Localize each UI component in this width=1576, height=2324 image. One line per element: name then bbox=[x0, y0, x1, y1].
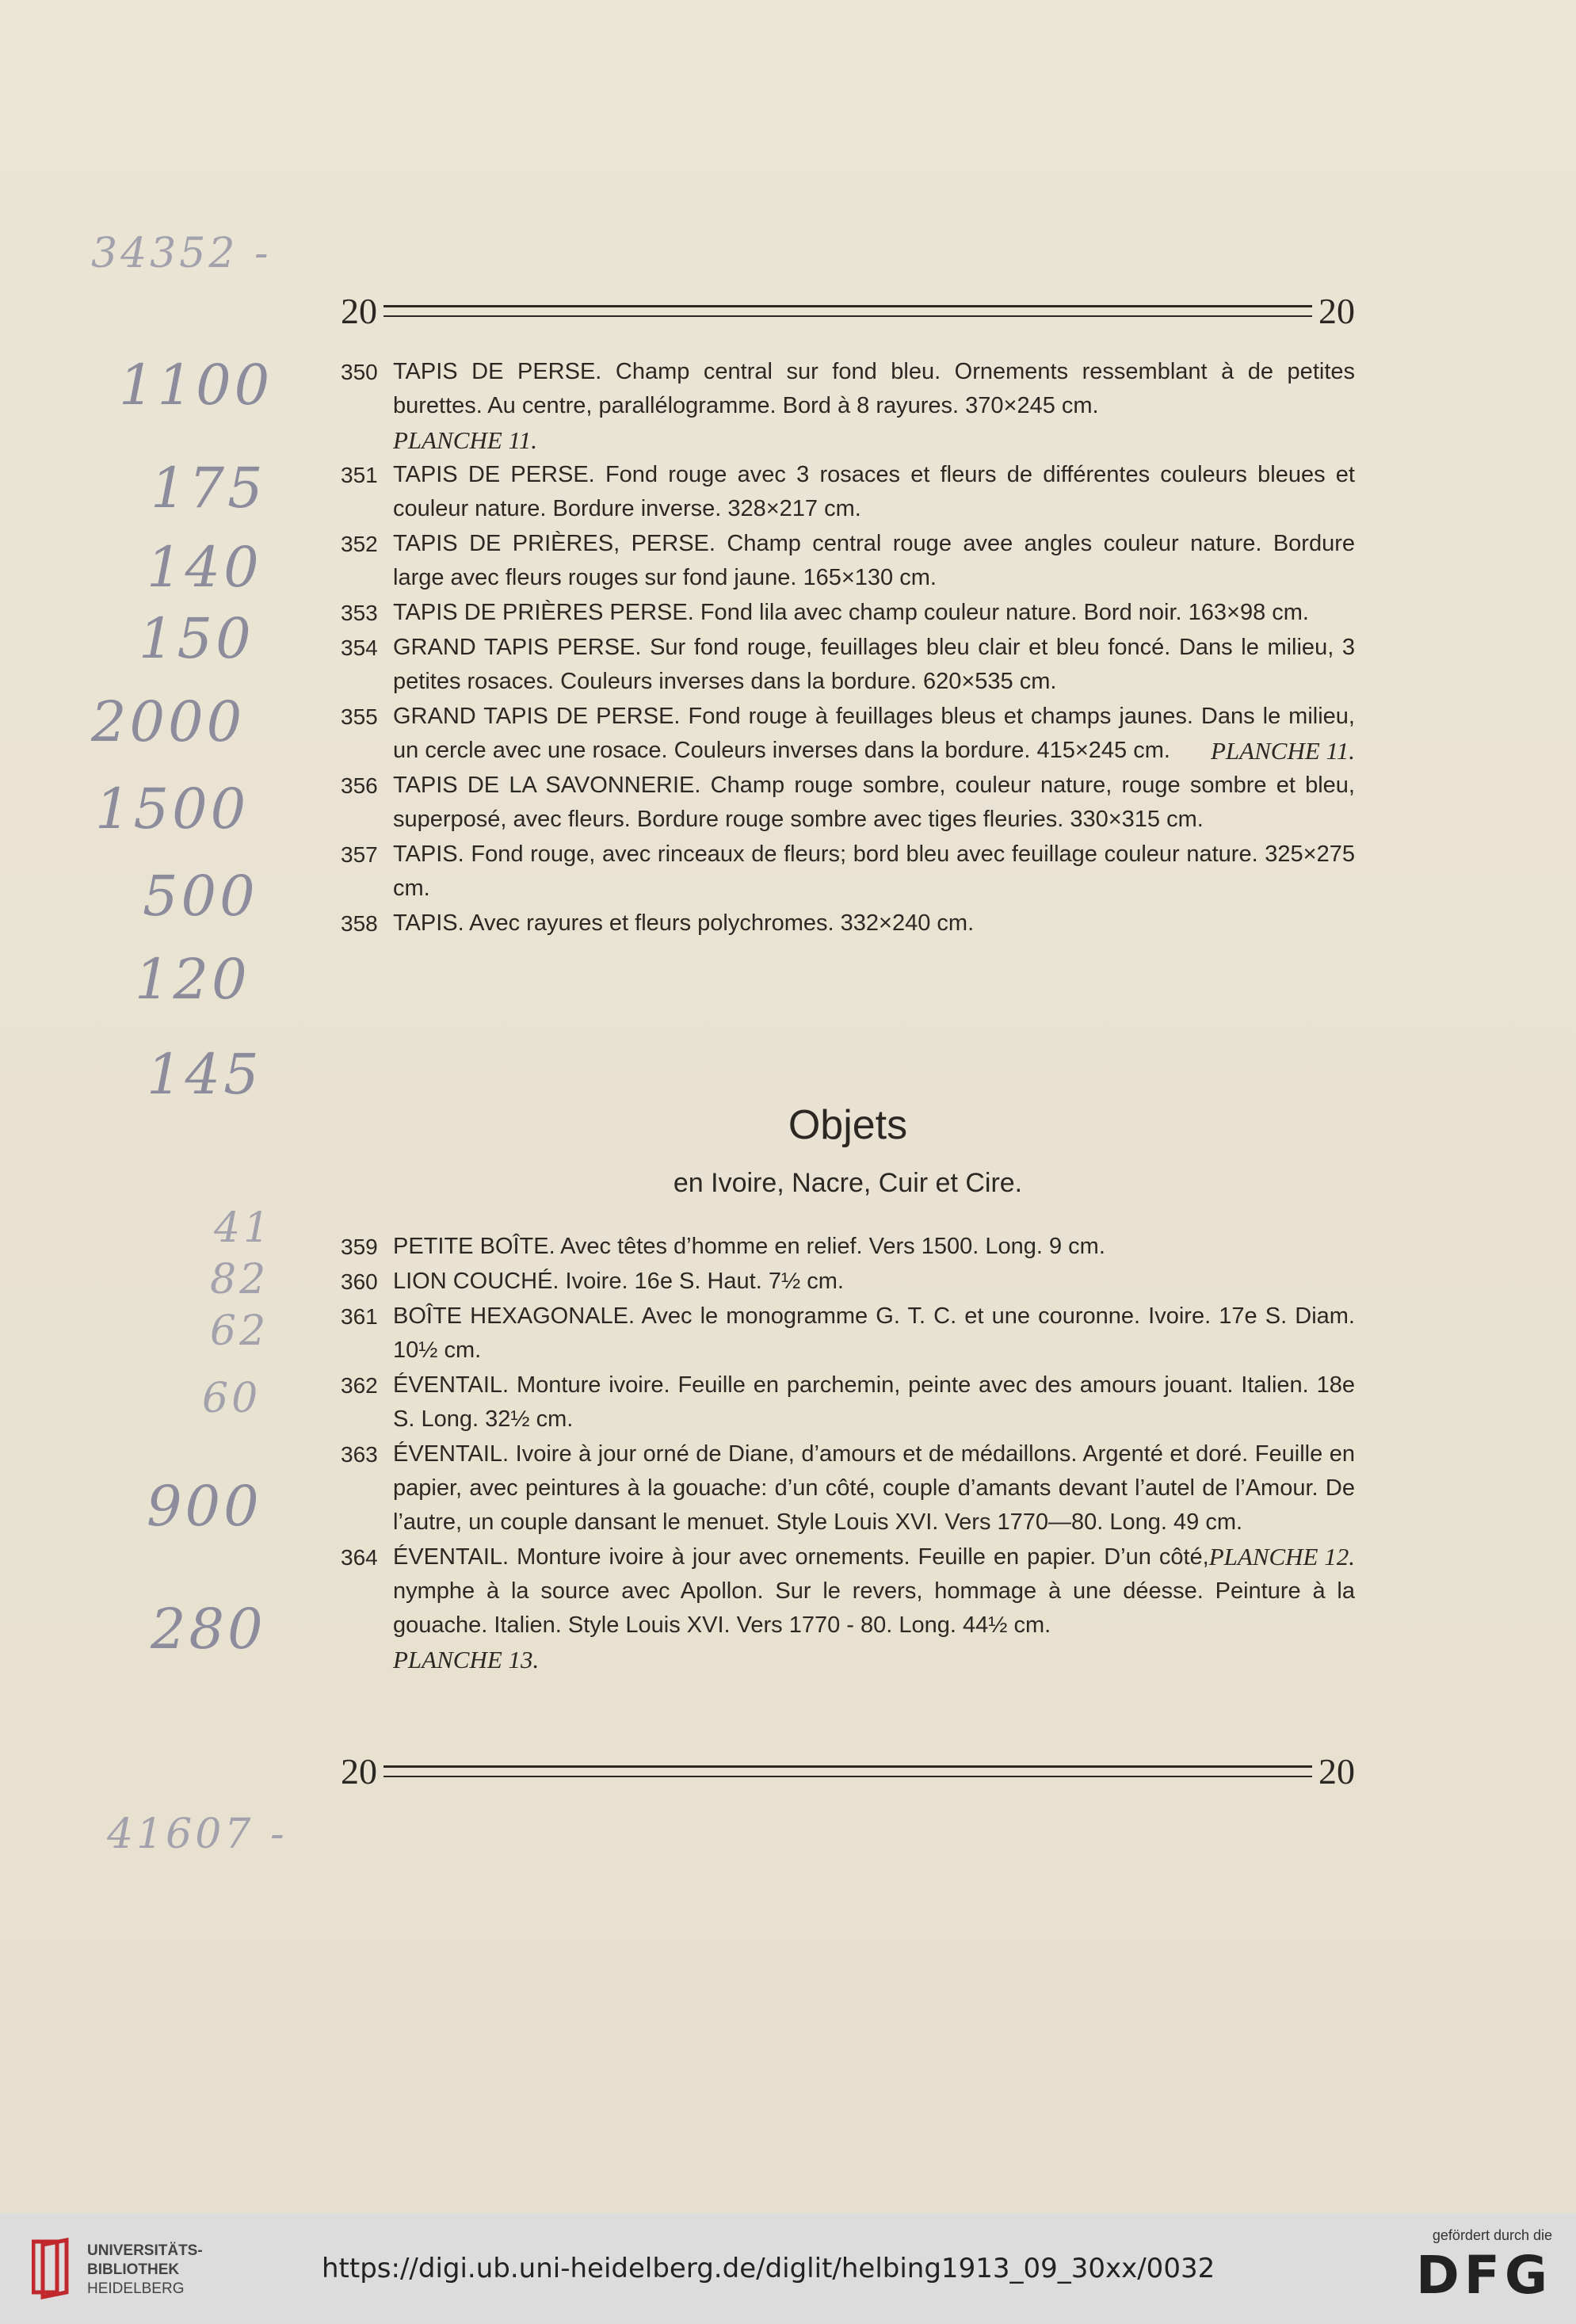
lot-description: GRAND TAPIS PERSE. Sur fond rouge, feuillages bleu clair et bleu foncé. Dans le milieu, 3 petites rosaces. Couleurs inverses dans la bordure. 620×535 cm. bbox=[393, 635, 1355, 694]
handwritten-price: 82 bbox=[210, 1256, 269, 1303]
handwritten-price: 120 bbox=[135, 947, 250, 1012]
lot-description: PETITE BOÎTE. Avec têtes d’homme en relief. Vers 1500. Long. 9 cm. bbox=[393, 1234, 1105, 1259]
lot-entry bbox=[341, 631, 1355, 699]
institution-line: BIBLIOTHEK bbox=[87, 2261, 180, 2278]
dfg-logo: DFG bbox=[1415, 2245, 1552, 2306]
lot-number: 350 bbox=[341, 360, 378, 384]
lot-plate-ref: PLANCHE 11. bbox=[1211, 737, 1355, 765]
lot-entry bbox=[341, 527, 1355, 595]
lot-description: GRAND TAPIS DE PERSE. Fond rouge à feuillages bleus et champs jaunes. Dans le milieu, un cercle avec une rosace. Couleurs inverses dans la bordure. 415×245 cm. bbox=[393, 704, 1355, 763]
running-header bbox=[341, 287, 1355, 334]
page-number-left: 20 bbox=[341, 290, 377, 331]
lot-number: 359 bbox=[341, 1235, 378, 1259]
handwritten-price: 900 bbox=[147, 1474, 262, 1539]
lot-description: ÉVENTAIL. Monture ivoire à jour avec ornements. Feuille en papier. D’un côté, nymphe à la source avec Apollon. Sur le revers, hommage à une déesse. Peinture à la gouache. Italien. Style Louis XVI. Vers 1770 - 80. Long. 44½ cm. bbox=[393, 1544, 1355, 1638]
lot-entry bbox=[341, 1299, 1355, 1368]
lot-number: 352 bbox=[341, 532, 378, 556]
institution-line: HEIDELBERG bbox=[87, 2280, 185, 2297]
handwritten-price: 1500 bbox=[95, 777, 250, 841]
handwritten-price: 175 bbox=[151, 456, 266, 521]
lot-description: ÉVENTAIL. Ivoire à jour orné de Diane, d’amours et de médaillons. Argenté et doré. Feuille en papier, avec peintures à la gouache: d’un côté, couple d’amants devant l’autel de l’Amour. De l’autre, un couple dansant le menuet. Style Louis XVI. Vers 1770—80. Long. 49 cm. bbox=[393, 1441, 1355, 1535]
handwritten-price: 500 bbox=[143, 864, 258, 929]
lot-description: TAPIS DE PRIÈRES PERSE. Fond lila avec champ couleur nature. Bord noir. 163×98 cm. bbox=[393, 600, 1309, 625]
lot-number: 361 bbox=[341, 1304, 378, 1329]
lot-description: TAPIS DE PERSE. Champ central sur fond bleu. Ornements ressemblant à de petites burettes. Au centre, parallélogramme. Bord à 8 rayures. 370×245 cm. bbox=[393, 359, 1355, 418]
handwritten-price: 1100 bbox=[119, 353, 273, 418]
lot-entry bbox=[341, 458, 1355, 526]
lot-number: 364 bbox=[341, 1545, 378, 1570]
handwritten-price: 62 bbox=[210, 1307, 269, 1355]
running-footer bbox=[341, 1747, 1355, 1795]
page-number-right: 20 bbox=[1318, 1750, 1355, 1792]
institution-line: UNIVERSITÄTS- bbox=[87, 2242, 203, 2259]
lot-description: TAPIS DE PERSE. Fond rouge avec 3 rosaces et fleurs de différentes couleurs bleues et couleur nature. Bordure inverse. 328×217 cm. bbox=[393, 462, 1355, 521]
lot-number: 356 bbox=[341, 773, 378, 798]
lot-number: 362 bbox=[341, 1373, 378, 1398]
lot-entry bbox=[341, 906, 1355, 941]
lot-description: BOÎTE HEXAGONALE. Avec le monogramme G. T. C. et une couronne. Ivoire. 17e S. Diam. 10½ cm. bbox=[393, 1303, 1355, 1363]
lot-number: 355 bbox=[341, 704, 378, 729]
lot-description: TAPIS. Fond rouge, avec rinceaux de fleurs; bord bleu avec feuillage couleur nature. 325×275 cm. bbox=[393, 841, 1355, 901]
handwritten-price: 150 bbox=[139, 606, 254, 671]
handwritten-price: 140 bbox=[147, 535, 262, 600]
lot-entry bbox=[341, 355, 1355, 457]
lot-plate-ref: PLANCHE 13. bbox=[393, 1646, 540, 1673]
lot-description: TAPIS DE LA SAVONNERIE. Champ rouge sombre, couleur nature, rouge sombre et bleu, superposé, avec fleurs. Bordure rouge sombre avec tiges fleuries. 330×315 cm. bbox=[393, 773, 1355, 832]
handwritten-price: 2000 bbox=[91, 689, 246, 754]
lot-plate-ref: PLANCHE 11. bbox=[393, 426, 537, 454]
page-number-right: 20 bbox=[1318, 290, 1355, 331]
lot-number: 353 bbox=[341, 601, 378, 625]
lot-entry bbox=[341, 838, 1355, 906]
lot-description: TAPIS. Avec rayures et fleurs polychromes. 332×240 cm. bbox=[393, 910, 975, 936]
lot-number: 354 bbox=[341, 635, 378, 660]
handwritten-price: 60 bbox=[202, 1375, 261, 1422]
handwritten-price: 280 bbox=[151, 1597, 266, 1662]
lot-description: ÉVENTAIL. Monture ivoire. Feuille en parchemin, peinte avec des amours jouant. Italien. 18e S. Long. 32½ cm. bbox=[393, 1372, 1355, 1432]
viewer-footer-bar bbox=[0, 2213, 1576, 2324]
lot-entry bbox=[341, 1540, 1355, 1677]
lot-entry bbox=[341, 1265, 1355, 1299]
university-library-logo-icon bbox=[32, 2237, 76, 2300]
page-number-left: 20 bbox=[341, 1750, 377, 1792]
lot-plate-ref: PLANCHE 12. bbox=[1208, 1543, 1355, 1570]
lot-entry bbox=[341, 769, 1355, 837]
section-subheading: en Ivoire, Nacre, Cuir et Cire. bbox=[673, 1168, 1023, 1198]
handwritten-price: 145 bbox=[147, 1042, 262, 1107]
handwritten-total: 41607 - bbox=[107, 1811, 288, 1858]
footer-rule bbox=[384, 1765, 1312, 1777]
lot-entry bbox=[341, 700, 1355, 768]
lot-list-carpets bbox=[341, 355, 1355, 941]
lot-number: 358 bbox=[341, 911, 378, 936]
lot-list-objects bbox=[341, 1230, 1355, 1677]
lot-number: 363 bbox=[341, 1442, 378, 1467]
handwritten-price: 41 bbox=[214, 1204, 273, 1252]
institution-name bbox=[87, 2242, 203, 2299]
permalink-url[interactable]: https://digi.ub.uni-heidelberg.de/diglit/helbing1913_09_30xx/0032 bbox=[322, 2253, 1215, 2284]
lot-entry bbox=[341, 596, 1355, 630]
lot-number: 351 bbox=[341, 463, 378, 487]
section-heading: Objets bbox=[788, 1102, 908, 1148]
lot-description: LION COUCHÉ. Ivoire. 16e S. Haut. 7½ cm. bbox=[393, 1269, 844, 1294]
header-rule bbox=[384, 305, 1312, 317]
lot-number: 357 bbox=[341, 842, 378, 867]
lot-description: TAPIS DE PRIÈRES, PERSE. Champ central rouge avee angles couleur nature. Bordure large avec fleurs rouges sur fond jaune. 165×130 cm. bbox=[393, 531, 1355, 590]
handwritten-inventory-number: 34352 - bbox=[91, 230, 272, 277]
lot-number: 360 bbox=[341, 1269, 378, 1294]
lot-entry bbox=[341, 1368, 1355, 1437]
lot-entry bbox=[341, 1230, 1355, 1264]
sponsor-block bbox=[1416, 2227, 1552, 2307]
sponsor-text: gefördert durch die bbox=[1432, 2227, 1552, 2243]
